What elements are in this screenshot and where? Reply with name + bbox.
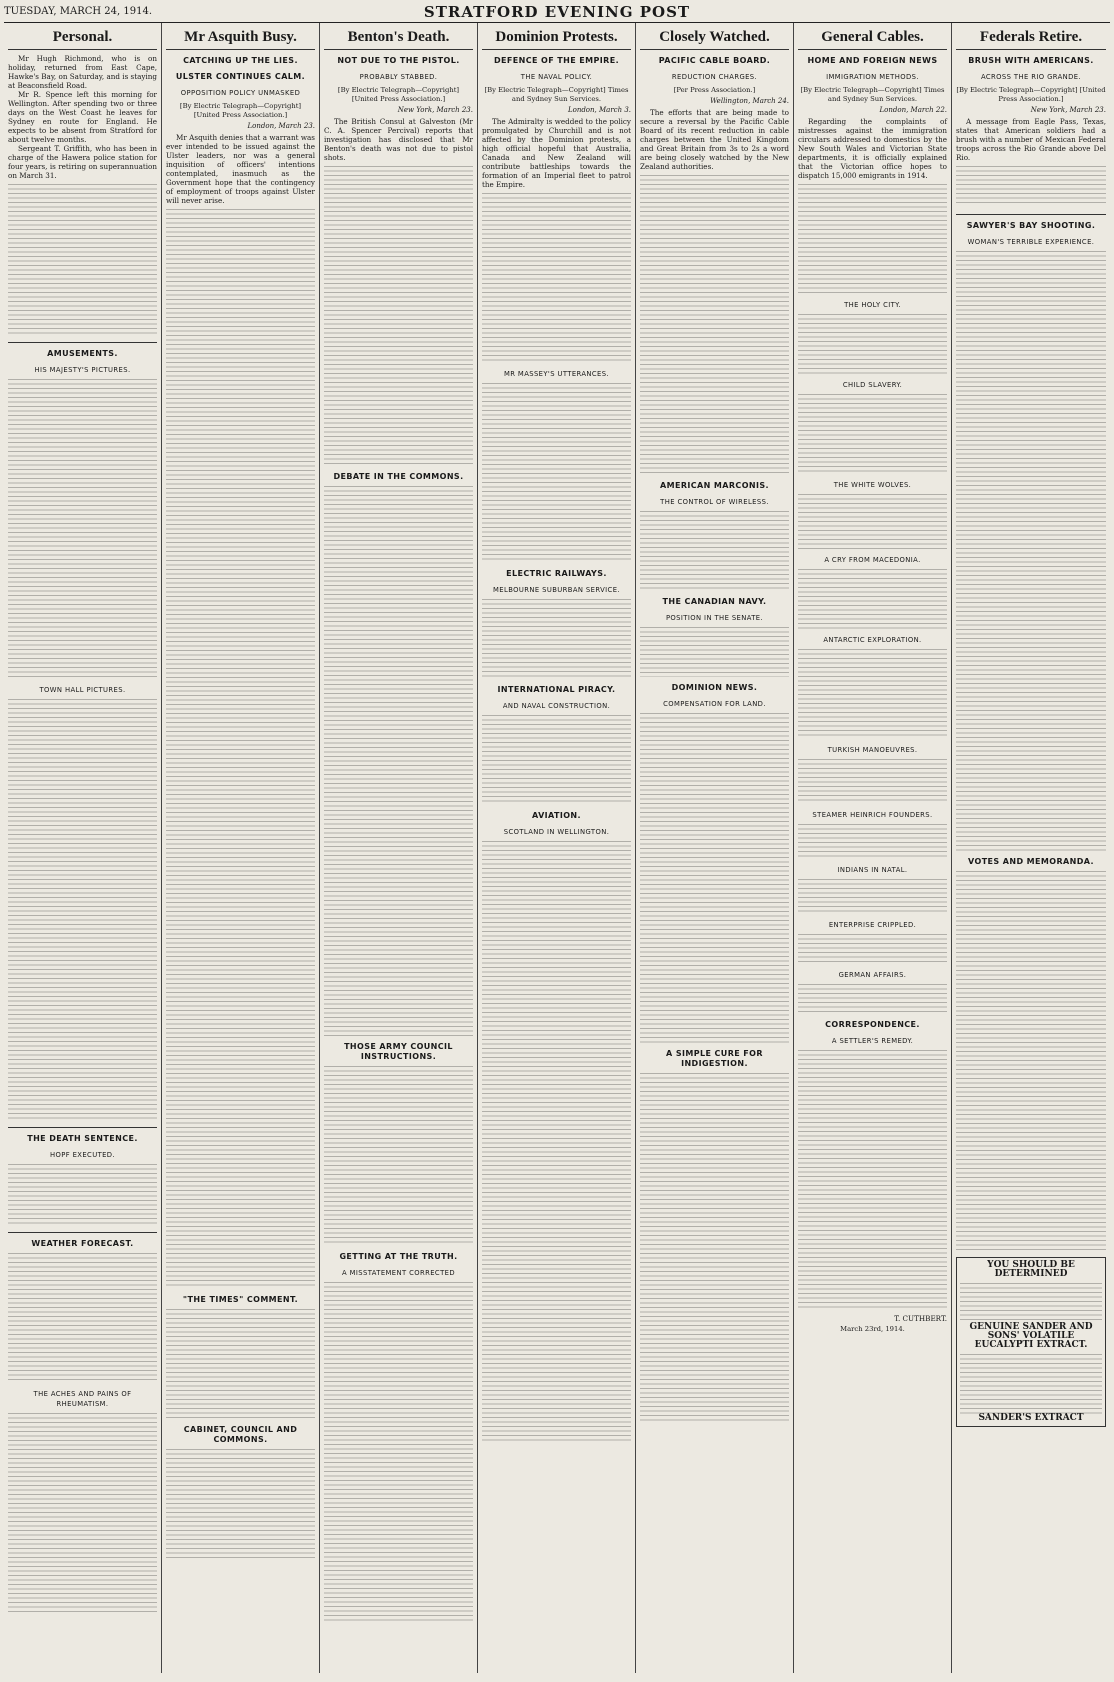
- text-block: [8, 1253, 157, 1383]
- columns: [4, 23, 1110, 1673]
- text-block: [798, 649, 947, 739]
- issue-date: TUESDAY, MARCH 24, 1914.: [4, 6, 153, 17]
- article-body: [8, 54, 157, 180]
- sub-heading: THOSE ARMY COUNCIL INSTRUCTIONS.: [344, 1042, 453, 1061]
- sub-heading: CATCHING UP THE LIES.: [183, 56, 298, 65]
- section-heading: WEATHER FORECAST.: [31, 1239, 134, 1248]
- section-heading: THE DEATH SENTENCE.: [27, 1134, 138, 1143]
- column-heading: General Cables.: [798, 29, 947, 50]
- newspaper-page: [4, 2, 1110, 1678]
- ad-brand: GENUINE SANDER AND SONS' VOLATILE EUCALYPTI EXTRACT.: [969, 1322, 1093, 1350]
- text-block: [960, 1283, 1102, 1323]
- masthead: [4, 2, 1110, 23]
- dateline: London, March 22.: [879, 106, 947, 114]
- text-block: [798, 759, 947, 804]
- section-heading: SAWYER'S BAY SHOOTING.: [966, 221, 1096, 230]
- sub-heading: A CRY FROM MACEDONIA.: [824, 556, 921, 564]
- text-block: [166, 1449, 315, 1559]
- text-block: [482, 599, 631, 679]
- text-block: [166, 209, 315, 1289]
- sub-heading: ENTERPRISE CRIPPLED.: [828, 921, 917, 929]
- sub-heading: ANTARCTIC EXPLORATION.: [823, 636, 922, 644]
- sub-heading: GETTING AT THE TRUTH.: [339, 1252, 458, 1261]
- sub-heading: INDIANS IN NATAL.: [837, 866, 908, 874]
- sub-heading: A MISSTATEMENT CORRECTED: [342, 1269, 455, 1277]
- paragraph: Mr Asquith denies that a warrant was ever intended to be issued against the Ulster leaders, nor was a general inquisition of officers' intentions contemplated, inasmuch as the Government hope that the contingency of employment of troops against Ulster will never arise.: [166, 133, 315, 205]
- sub-heading: STEAMER HEINRICH FOUNDERS.: [812, 811, 933, 819]
- sub-heading: AVIATION.: [532, 811, 581, 820]
- column-personal: [4, 23, 162, 1673]
- sub-heading: BRUSH WITH AMERICANS.: [968, 56, 1094, 65]
- column-heading: Personal.: [8, 29, 157, 50]
- section-heading: CORRESPONDENCE.: [825, 1020, 920, 1029]
- text-block: [324, 1066, 473, 1246]
- text-block: [640, 1073, 789, 1423]
- sub-heading: OPPOSITION POLICY UNMASKED: [180, 89, 301, 97]
- sub-heading: THE NAVAL POLICY.: [520, 73, 593, 81]
- sub-heading: HOME AND FOREIGN NEWS: [807, 56, 938, 65]
- sub-heading: POSITION IN THE SENATE.: [665, 614, 764, 622]
- column-heading: Mr Asquith Busy.: [166, 29, 315, 50]
- sub-heading: CHILD SLAVERY.: [842, 381, 903, 389]
- paragraph: Regarding the complaints of mistresses against the immigration circulars addressed to domestics by the New South Wales and Victorian State departments, it is officially explained that the Victorian office hopes to dispatch 15,000 emigrants in 1914.: [798, 117, 947, 180]
- sub-heading: A SIMPLE CURE FOR INDIGESTION.: [666, 1049, 763, 1068]
- paragraph: The British Consul at Galveston (Mr C. A. Spencer Percival) reports that investigation has disclosed that Mr Benton's death was not due to pistol shots.: [324, 117, 473, 162]
- paragraph: The Admiralty is wedded to the policy promulgated by Churchill and is not affected by the Dominion protests, a high official hopeful that Australia, Canada and New Zealand will contribute battleships towards the formation of an Imperial fleet to patrol the Empire.: [482, 117, 631, 189]
- sub-heading: ELECTRIC RAILWAYS.: [506, 569, 607, 578]
- text-block: [8, 1413, 157, 1613]
- advertisement: [956, 1257, 1106, 1427]
- credit-line: [By Electric Telegraph—Copyright] Times and Sydney Sun Services.: [800, 86, 945, 103]
- paragraph: Sergeant T. Griffith, who has been in charge of the Hawera police station for four years, is retiring on superannuation on March 31.: [8, 144, 157, 180]
- credit-line: [By Electric Telegraph—Copyright] [United Press Association.]: [179, 102, 302, 119]
- text-block: [798, 984, 947, 1014]
- text-block: [798, 314, 947, 374]
- sub-heading: AND NAVAL CONSTRUCTION.: [502, 702, 611, 710]
- text-block: [798, 1050, 947, 1310]
- sub-heading: VOTES AND MEMORANDA.: [968, 857, 1094, 866]
- sub-heading: A SETTLER'S REMEDY.: [831, 1037, 914, 1045]
- column-general-cables: [794, 23, 952, 1673]
- ad-headline: YOU SHOULD BE DETERMINED: [987, 1260, 1075, 1279]
- paragraph: Mr R. Spence left this morning for Wellington. After spending two or three days on the West Coast he leaves for Sydney en route for England. He expects to be absent from Stratford for about twelve months.: [8, 90, 157, 144]
- text-block: [482, 383, 631, 563]
- dateline: New York, March 23.: [1030, 106, 1106, 114]
- sub-heading: IMMIGRATION METHODS.: [826, 73, 919, 81]
- sub-heading: THE CONTROL OF WIRELESS.: [660, 498, 769, 506]
- text-block: [324, 486, 473, 1036]
- column-benton: [320, 23, 478, 1673]
- sub-heading: TOWN HALL PICTURES.: [39, 686, 126, 694]
- text-block: [640, 627, 789, 677]
- dateline: London, March 23.: [247, 122, 315, 130]
- column-federals: [952, 23, 1110, 1673]
- text-block: [960, 1354, 1102, 1414]
- paragraph: The efforts that are being made to secure a reversal by the Pacific Cable Board of its recent reduction in cable charges between the United Kingdom and Great Britain from 3s to 2s a word are being closely watched by the New Zealand authorities.: [640, 108, 789, 171]
- sub-heading: MELBOURNE SUBURBAN SERVICE.: [493, 586, 620, 594]
- sub-heading: GERMAN AFFAIRS.: [838, 971, 907, 979]
- column-asquith: [162, 23, 320, 1673]
- sub-heading: HIS MAJESTY'S PICTURES.: [34, 366, 131, 374]
- credit-line: [By Electric Telegraph—Copyright] [United Press Association.]: [337, 86, 460, 103]
- text-block: [8, 379, 157, 679]
- sub-heading: THE HOLY CITY.: [844, 301, 901, 309]
- sub-heading: REDUCTION CHARGES.: [671, 73, 758, 81]
- ad-footer: SANDER'S EXTRACT: [978, 1413, 1084, 1423]
- text-block: [798, 494, 947, 549]
- sub-heading: TURKISH MANOEUVRES.: [827, 746, 918, 754]
- text-block: [8, 184, 157, 334]
- text-block: [482, 715, 631, 805]
- text-block: [640, 511, 789, 591]
- text-block: [8, 1164, 157, 1224]
- column-heading: Federals Retire.: [956, 29, 1106, 50]
- dateline: London, March 3.: [567, 106, 631, 114]
- text-block: [798, 934, 947, 964]
- text-block: [798, 184, 947, 294]
- text-block: [482, 193, 631, 363]
- sub-heading: NOT DUE TO THE PISTOL.: [337, 56, 460, 65]
- text-block: [798, 394, 947, 474]
- column-watched: [636, 23, 794, 1673]
- sub-heading: PACIFIC CABLE BOARD.: [658, 56, 771, 65]
- credit-line: [By Electric Telegraph—Copyright] Times and Sydney Sun Services.: [484, 86, 629, 103]
- paragraph: Mr Hugh Richmond, who is on holiday, returned from East Cape, Hawke's Bay, on Saturday, and is staying at Beaconsfield Road.: [8, 54, 157, 90]
- sub-heading: MR MASSEY'S UTTERANCES.: [503, 370, 610, 378]
- text-block: [640, 713, 789, 1043]
- text-block: [956, 166, 1106, 206]
- text-block: [798, 879, 947, 914]
- dateline: New York, March 23.: [397, 106, 473, 114]
- text-block: [166, 1309, 315, 1419]
- text-block: [324, 166, 473, 466]
- sub-heading: CABINET, COUNCIL AND COMMONS.: [183, 1425, 298, 1444]
- sub-heading: INTERNATIONAL PIRACY.: [497, 685, 616, 694]
- sub-heading: THE ACHES AND PAINS OF RHEUMATISM.: [33, 1390, 132, 1408]
- text-block: [8, 699, 157, 1119]
- sub-heading: DOMINION NEWS.: [671, 683, 758, 692]
- dateline: Wellington, March 24.: [710, 97, 789, 105]
- sub-heading: "THE TIMES" COMMENT.: [182, 1295, 299, 1304]
- sub-heading: COMPENSATION FOR LAND.: [663, 700, 766, 708]
- text-block: [798, 569, 947, 629]
- column-dominion: [478, 23, 636, 1673]
- text-block: [798, 824, 947, 859]
- credit-line: [Per Press Association.]: [673, 86, 756, 94]
- letter-signature: T. CUTHBERT.: [894, 1314, 947, 1323]
- text-block: [324, 1282, 473, 1622]
- sub-heading: AMERICAN MARCONIS.: [660, 481, 769, 490]
- column-heading: Benton's Death.: [324, 29, 473, 50]
- sub-heading: ULSTER CONTINUES CALM.: [175, 72, 306, 81]
- sub-heading: DEFENCE OF THE EMPIRE.: [493, 56, 620, 65]
- sub-heading: SCOTLAND IN WELLINGTON.: [503, 828, 610, 836]
- sub-heading: THE WHITE WOLVES.: [833, 481, 912, 489]
- text-block: [956, 871, 1106, 1251]
- sub-heading: ACROSS THE RIO GRANDE.: [980, 73, 1082, 81]
- sub-heading: HOPF EXECUTED.: [49, 1151, 116, 1159]
- letter-date: March 23rd, 1914.: [840, 1325, 905, 1333]
- section-heading: AMUSEMENTS.: [47, 349, 118, 358]
- text-block: [482, 841, 631, 1441]
- text-block: [956, 251, 1106, 851]
- paragraph: A message from Eagle Pass, Texas, states that American soldiers had a brush with a number of Mexican Federal troops across the Rio Grande above Del Rio.: [956, 117, 1106, 162]
- sub-heading: WOMAN'S TERRIBLE EXPERIENCE.: [967, 238, 1095, 246]
- newspaper-title: STRATFORD EVENING POST: [423, 3, 691, 21]
- column-heading: Dominion Protests.: [482, 29, 631, 50]
- credit-line: [By Electric Telegraph—Copyright] [United Press Association.]: [956, 86, 1106, 103]
- sub-heading: DEBATE IN THE COMMONS.: [333, 472, 464, 481]
- column-heading: Closely Watched.: [640, 29, 789, 50]
- text-block: [640, 175, 789, 475]
- sub-heading: PROBABLY STABBED.: [359, 73, 438, 81]
- sub-heading: THE CANADIAN NAVY.: [662, 597, 767, 606]
